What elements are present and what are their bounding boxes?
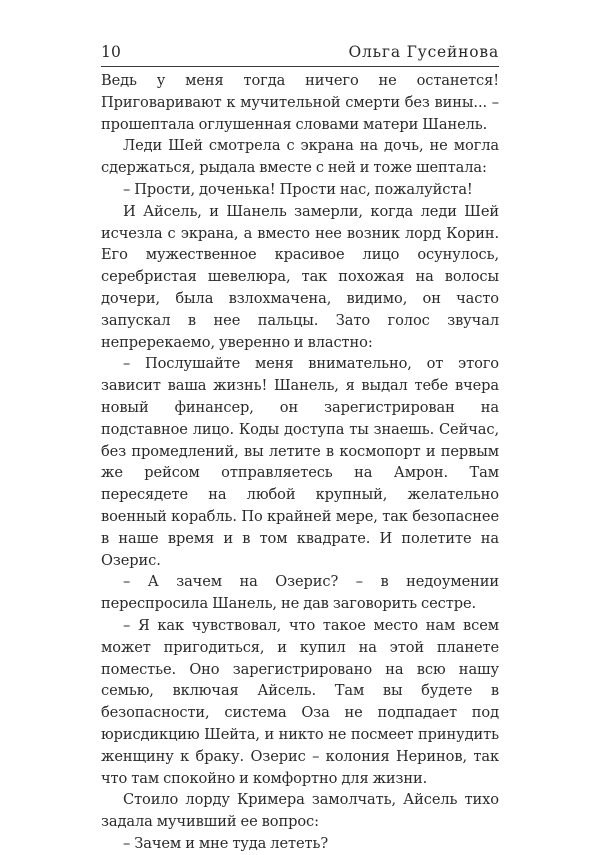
dialogue-line: – Я как чувствовал, что такое место нам всем может пригодиться, и купил на этой планете поместье. Оно зарегистрировано на всю нашу семью, включая Айсель. Там вы будете в безопасности, система Оза не подпадает под юрисдикцию Шейта, и никто не посмеет принудить женщину к браку. Озерис – колония Неринов, так что там спокойно и комфортно для жизни. <box>101 616 499 787</box>
dialogue-line: – Зачем и мне туда лететь? <box>123 834 329 852</box>
dialogue-line: – Послушайте меня внимательно, от этого зависит ваша жизнь! Шанель, я выдал тебе вчера новый финансер, он зарегистрирован на подставное лицо. Коды доступа ты знаешь. Сейчас, без промедлений, вы летите в космопорт и первым же рейсом отправляетесь на Амрон. Там пересядете на любой крупный, желательно военный корабль. По крайней мере, так безопаснее в наше время и в том квадрате. И полетите на Озерис. <box>101 355 499 569</box>
paragraph: Ведь у меня тогда ничего не останется! Приговаривают к мучительной смерти без вины... – прошептала оглушенная словами матери Шанель. <box>101 72 499 133</box>
author-name: Ольга Гусейнова <box>348 43 499 61</box>
dialogue-line: – Прости, доченька! Прости нас, пожалуйста! <box>123 180 473 198</box>
page-number: 10 <box>101 43 122 61</box>
header-rule <box>101 66 499 67</box>
dialogue-line: – А зачем на Озерис? – в недоумении переспросила Шанель, не дав заговорить сестре. <box>101 573 499 613</box>
paragraph: Леди Шей смотрела с экрана на дочь, не могла сдержаться, рыдала вместе с ней и тоже шептала: <box>101 137 499 177</box>
running-head <box>101 38 499 68</box>
paragraph: Стоило лорду Кримера замолчать, Айсель тихо задала мучивший ее вопрос: <box>101 791 499 831</box>
body-text <box>101 70 499 855</box>
paragraph: И Айсель, и Шанель замерли, когда леди Шей исчезла с экрана, а вместо нее возник лорд Корин. Его мужественное красивое лицо осунулось, серебристая шевелюра, так похожая на волосы дочери, была взлохмачена, видимо, он часто запускал в нее пальцы. Зато голос звучал непререкаемо, уверенно и властно: <box>101 202 499 351</box>
